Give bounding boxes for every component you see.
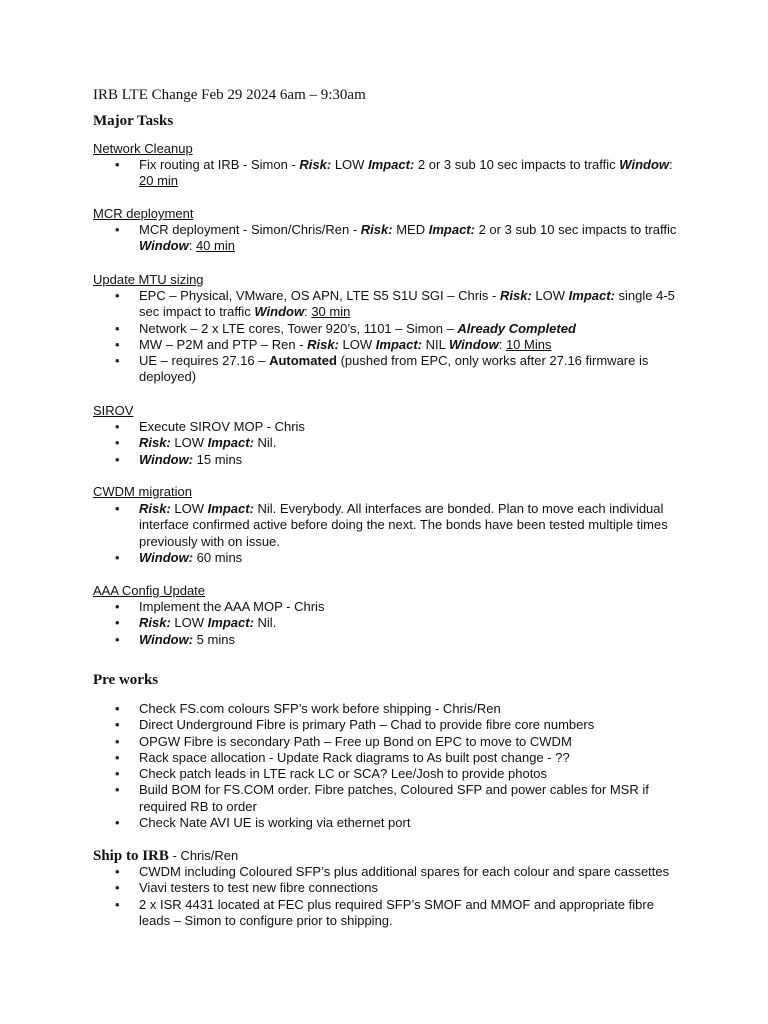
- network-cleanup-heading: Network Cleanup: [93, 141, 193, 156]
- mcr-list: [93, 222, 683, 255]
- list-item: • MCR deployment - Simon/Chris/Ren - Risk: MED Impact: 2 or 3 sub 10 sec impacts to traffic Window: 40 min: [93, 222, 683, 255]
- list-item: • Viavi testers to test new fibre connections: [93, 880, 683, 896]
- list-item: • Risk: LOW Impact: Nil. Everybody. All interfaces are bonded. Plan to move each individual interface confirmed active before doing the next. The bonds have been tested multiple times previously with on issue.: [93, 501, 683, 550]
- list-item: • Window: 60 mins: [93, 550, 683, 566]
- ship-heading-suffix: - Chris/Ren: [168, 848, 239, 863]
- list-item: • Risk: LOW Impact: Nil.: [93, 435, 683, 451]
- list-item: • Check Nate AVI UE is working via ethernet port: [93, 815, 683, 831]
- mcr-heading: MCR deployment: [93, 206, 194, 221]
- list-item: • MW – P2M and PTP – Ren - Risk: LOW Impact: NIL Window: 10 Mins: [93, 337, 683, 353]
- pre-works-heading: Pre works: [93, 672, 159, 688]
- list-item: • Check patch leads in LTE rack LC or SCA? Lee/Josh to provide photos: [93, 766, 683, 782]
- mtu-heading: Update MTU sizing: [93, 272, 204, 287]
- list-item: • Build BOM for FS.COM order. Fibre patches, Coloured SFP and power cables for MSR if required RB to order: [93, 782, 683, 815]
- list-item: • Rack space allocation - Update Rack diagrams to As built post change - ??: [93, 750, 683, 766]
- aaa-heading: AAA Config Update: [93, 583, 206, 598]
- cwdm-list: [93, 501, 683, 566]
- aaa-list: [93, 599, 683, 648]
- ship-list: [93, 864, 683, 929]
- list-item: • UE – requires 27.16 – Automated (pushed from EPC, only works after 27.16 firmware is deployed): [93, 353, 683, 386]
- list-item: • EPC – Physical, VMware, OS APN, LTE S5 S1U SGI – Chris - Risk: LOW Impact: single 4-5 sec impact to traffic Window: 30 min: [93, 288, 683, 321]
- list-item: • Direct Underground Fibre is primary Path – Chad to provide fibre core numbers: [93, 717, 683, 733]
- major-tasks-heading: Major Tasks: [93, 113, 174, 129]
- list-item: • Execute SIROV MOP - Chris: [93, 419, 683, 435]
- list-item: • Check FS.com colours SFP’s work before shipping - Chris/Ren: [93, 701, 683, 717]
- ship-heading-label: Ship to IRB: [93, 848, 169, 864]
- list-item: • OPGW Fibre is secondary Path – Free up Bond on EPC to move to CWDM: [93, 734, 683, 750]
- list-item: • Window: 5 mins: [93, 632, 683, 648]
- list-item: • Window: 15 mins: [93, 452, 683, 468]
- list-item: • Risk: LOW Impact: Nil.: [93, 615, 683, 631]
- list-item: • Network – 2 x LTE cores, Tower 920’s, 1101 – Simon – Already Completed: [93, 321, 683, 337]
- cwdm-heading: CWDM migration: [93, 484, 192, 499]
- pre-works-list: [93, 701, 683, 831]
- sirov-list: [93, 419, 683, 468]
- network-cleanup-list: [93, 157, 683, 190]
- list-item: • 2 x ISR 4431 located at FEC plus required SFP’s SMOF and MMOF and appropriate fibre leads – Simon to configure prior to shipping.: [93, 897, 683, 930]
- list-item: • Implement the AAA MOP - Chris: [93, 599, 683, 615]
- document-title: IRB LTE Change Feb 29 2024 6am – 9:30am: [93, 87, 366, 103]
- sirov-heading: SIROV: [93, 403, 134, 418]
- ship-heading: [93, 847, 238, 865]
- list-item: • CWDM including Coloured SFP’s plus additional spares for each colour and spare cassettes: [93, 864, 683, 880]
- mtu-list: [93, 288, 683, 386]
- list-item: • Fix routing at IRB - Simon - Risk: LOW Impact: 2 or 3 sub 10 sec impacts to traffic Window: 20 min: [93, 157, 683, 190]
